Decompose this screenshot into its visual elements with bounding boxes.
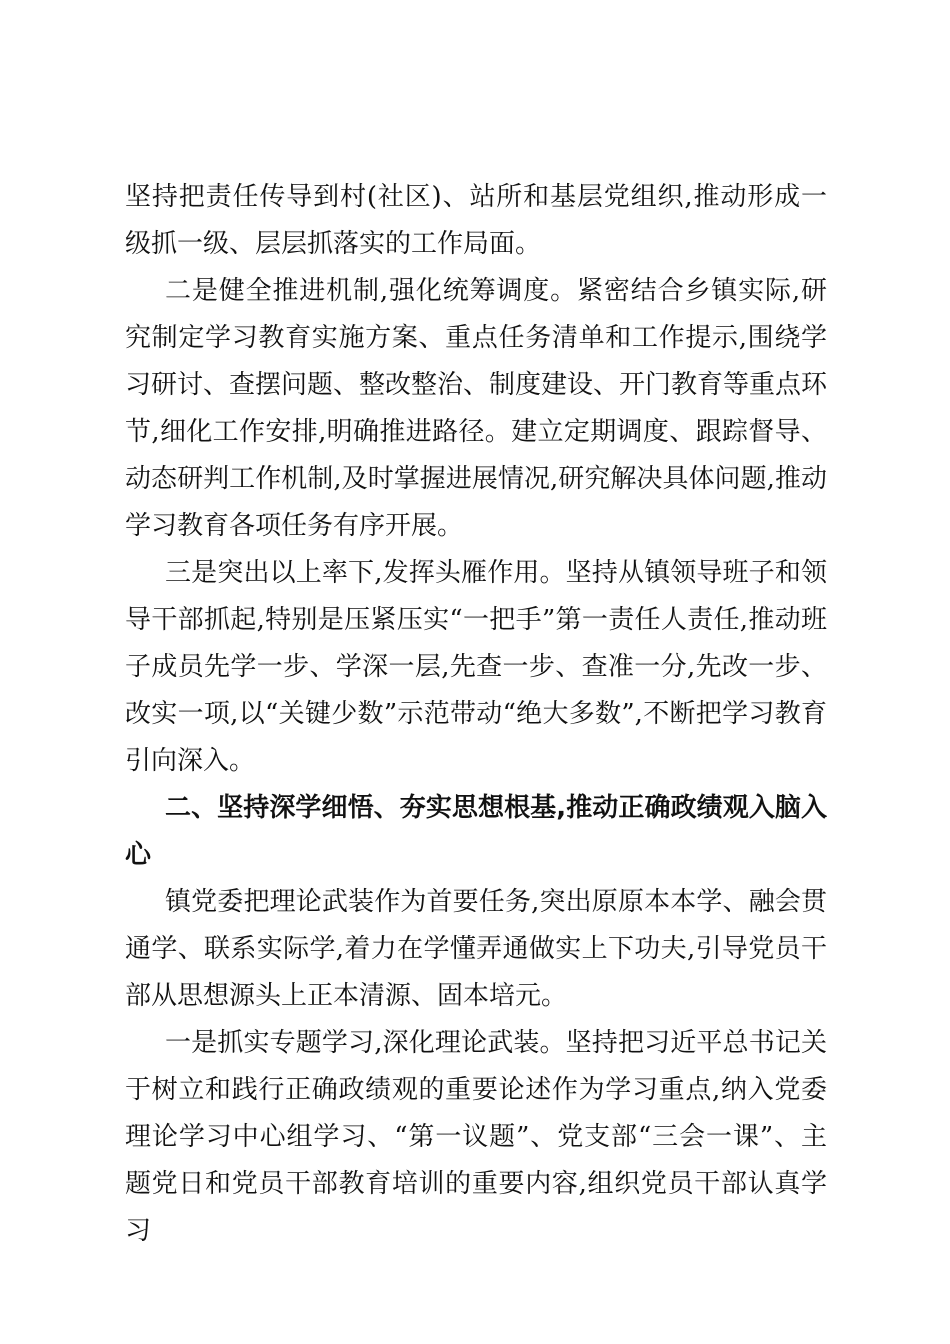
paragraph-theory: 镇党委把理论武装作为首要任务,突出原原本本学、融会贯通学、联系实际学,着力在学懂弄通做实上下功夫,引导党员干部从思想源头上正本清源、固本培元。	[125, 887, 827, 1011]
section-heading: 二、坚持深学细悟、夯实思想根基,推动正确政绩观入脑入心	[125, 793, 827, 870]
paragraph-continuation: 坚持把责任传导到村(社区)、站所和基层党组织,推动形成一级抓一级、层层抓落实的工作局面。	[125, 182, 827, 259]
paragraph-study: 一是抓实专题学习,深化理论武装。坚持把习近平总书记关于树立和践行正确政绩观的重要论述作为学习重点,纳入党委理论学习中心组学习、“第一议题”、党支部“三会一课”、主题党日和党员干部教育培训的重要内容,组织党员干部认真学习	[125, 1028, 827, 1246]
document-body	[125, 174, 827, 1255]
paragraph-leadership: 三是突出以上率下,发挥头雁作用。坚持从镇领导班子和领导干部抓起,特别是压紧压实“一把手”第一责任人责任,推动班子成员先学一步、学深一层,先查一步、查准一分,先改一步、改实一项,以“关键少数”示范带动“绝大多数”,不断把学习教育引向深入。	[125, 558, 827, 776]
paragraph-mechanism: 二是健全推进机制,强化统筹调度。紧密结合乡镇实际,研究制定学习教育实施方案、重点任务清单和工作提示,围绕学习研讨、查摆问题、整改整治、制度建设、开门教育等重点环节,细化工作安排,明确推进路径。建立定期调度、跟踪督导、动态研判工作机制,及时掌握进展情况,研究解决具体问题,推动学习教育各项任务有序开展。	[125, 276, 828, 541]
